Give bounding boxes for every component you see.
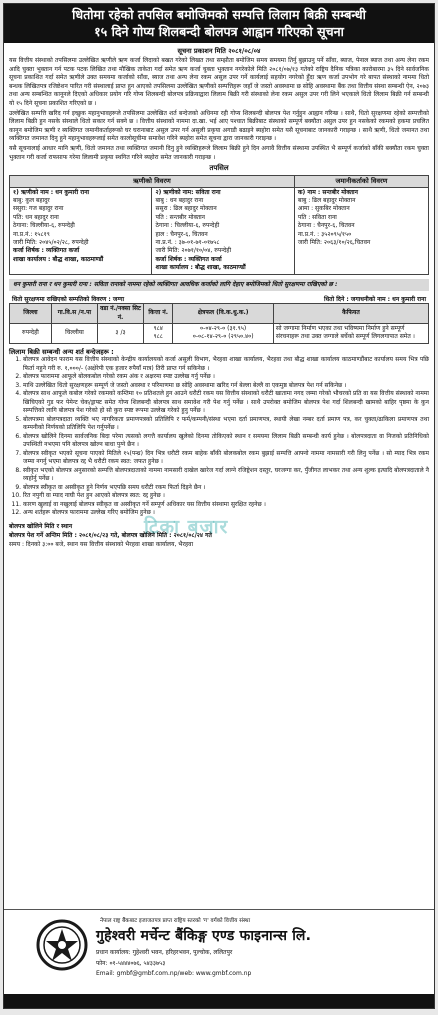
guarantor-line: बाबु : ढिल बहादुर मोक्तान — [297, 196, 356, 204]
property-header-ward: वडा नं./नक्सा सिट नं. — [97, 304, 143, 324]
property-row — [10, 324, 429, 344]
property-kitta: ९८४ ९८८ — [144, 324, 173, 344]
condition-item: 6. बोलपत्र खोलिने दिनमा सार्वजनिक बिदा परेमा त्यसको लगत्तै कार्यालय खुलेको दिनमा तोकिएको स्थान र समयमा लिलाम बिक्री सम्बन्धी कार्य हुनेछ । बोलपत्रदाता वा निजको प्रतिनिधिको उपस्थिती नभएमा पनि बोलपत्र खोल्न बाधा पुग्ने छैन । — [23, 433, 429, 450]
borrower-1-line: कर्जा शिर्षक : व्यक्तिगत कर्जा — [13, 247, 80, 255]
borrower-2-line: २) ऋणीको नाम: सविता राना — [155, 188, 221, 196]
property-table — [9, 303, 429, 344]
notice-page — [3, 3, 435, 1009]
footer — [4, 909, 434, 1008]
borrower-2-line: ठेगाना : चिल्लीया-६, रुपन्देही — [155, 222, 220, 230]
condition-item: 10. रित नपुगी वा म्याद नाघी पेश हुन आएको बोलपत्र स्वत: रद्द हुनेछ । — [23, 492, 429, 501]
guarantor-line: क) नाम : सन्तबीर मोक्तान — [297, 188, 358, 196]
notice-paragraph-1: यस वित्तीय संस्थाको तपसिलमा उल्लेखित ऋणीले ऋण कर्जा लिदाको बखत गरेको लिखत तथा सम्झौता बमोजिम समय समयमा तिर्नु बुझाउनु पर्ने साँवा, ब्याज, पेनाल ब्याज तथा अन्य लेना रकम आदि चुक्ता भुक्तान गर्न पटक पटक लिखित तथा मौखिक ताकेता गर्दा समेत ऋण कर्जा चुक्ता भुक्तान नगरेकोले मिति २०८१/०७/१३ गतेको राष्ट्रिय दैनिक पत्रिका कारोबारमा ३५ दिने सार्वजनिक सूचना प्रकाशित गर्दा समेत ऋणीले उक्त समयमा कर्जाको साँवा, ब्याज तथा अन्य लेना रकम असुल उपर गर्ने कार्यलाई सहयोग नगरेको हुँदा ऋण कर्जा उपभोग गरे बापत संस्थाको नाममा धितो बन्धक लिखितपत्र रजिष्टेशन पारित गरी संस्थालाई प्राप्त हुन आएको तपसिलमा उल्लेखित ऋणीको सम्पत्तिहरू जहाँ जे जस्तो अवस्थामा छ सोहि अवस्थामा बैंक तथा वित्तीय संस्था सम्बन्धी ऐन, २०७३ तथा अन्य सम्बन्धित कानूनले दिएको अधिकार प्रयोग गरि गोप्य शिलबन्दी बोलपत्र प्रक्रियाद्वारा लिलाम बिक्री गरी संस्थाको लेना रकम असुल उपर गरी लिने भएकाले धितो लिलाम बिक्री गर्न सम्बन्धी यो १५ दिने सूचना प्रकाशित गरिएको छ । — [9, 57, 429, 107]
guarantor-cell — [294, 187, 428, 274]
borrower-2-line: ना.प्र.नं. : ३७-०१-७१-०१७५८ — [155, 238, 220, 246]
guarantor-line: आमा : सुकबिर मोक्तान — [297, 205, 350, 213]
conditions-heading: लिलाम बिक्री सम्बन्धी अन्य शर्त बन्देजहरू : — [9, 347, 114, 356]
borrower-1-line: १) ऋणीको नाम : धन कुमारी राना — [13, 188, 90, 196]
notice-title-line2: १५ दिने गोप्य शिलबन्दी बोलपत्र आह्वान गरिएको सूचना — [94, 24, 344, 39]
property-ward: ३ /३ — [97, 324, 143, 344]
collateral-note: धन कुमारी राना र धन कुमारी राना : सविता रानाको नाममा रहेको व्यक्तिगत आवधिक कर्जाको लागि देहाए बमोजिमको धितो सुरक्षणमा राखिएको छ : — [9, 279, 429, 292]
footer-subtitle: नेपाल राष्ट्र बैंकबाट इजाजतपत्र प्राप्त राष्ट्रिय स्तरको 'ग' वर्गको वित्तीय संस्था — [100, 918, 251, 924]
borrower-1-line: जारी मिति: २०४५/०२/२८, रुपन्देही — [13, 238, 89, 246]
borrower-2-line: हाल : चैनपुर-६, चितवन — [155, 230, 208, 238]
notice-body — [4, 57, 434, 162]
guarantor-line: पति : सविता राना — [297, 213, 337, 221]
footer-bar — [4, 994, 434, 1008]
conditions-list — [9, 356, 429, 518]
notice-title — [4, 4, 434, 43]
borrower-2-line: पति : सन्तबीर मोक्तान — [155, 213, 205, 221]
borrower-2-cell — [152, 187, 294, 274]
company-address: प्रधान कार्यालय: गुहेश्वरी भवन, हरिहरभवन, पुल्चोक, ललितपुर — [96, 949, 233, 956]
property-labels — [4, 295, 434, 303]
notice-paragraph-3: यसै सूचनालाई आधार मानि ऋणी, धितो जमानत तथा व्यक्तिगत जमानी दिनु हुने व्यक्तिहरूले लिलाम बिक्री हुने दिन अगावै वित्तीय संस्थामा उपस्थित भै सम्पूर्ण कर्जाको बाँकी बक्यौता रकम चुक्ता भुक्तान गरी कर्जा राफसाफ गरेमा लिलामी प्रकृया स्थगित गरिने ब्यहोरा समेत जानकारी गराइन्छ । — [9, 144, 429, 161]
publication-date: सूचना प्रकाशन मिति २०८१/०८/०४ — [177, 47, 261, 55]
property-table-wrap — [4, 303, 434, 344]
borrower-1-cell — [10, 187, 152, 274]
condition-item: 3. माथि उल्लेखित धितो सुरक्षणहरू सम्पूर्ण जे जस्तो अवस्था र परिमाणमा छ सोहि अवस्थामा खरिद गर्न बेल्ला बेल्लै वा एकमुष्ठ बोलपत्र पेश गर्न सकिनेछ । — [23, 382, 429, 391]
borrower-2-line: कर्जा शिर्षक : व्यक्तिगत कर्जा — [155, 255, 222, 263]
bid-venue: समय : दिनको ३:०० बजे, स्थान यस वित्तीय संस्थाको भैरहवा शाखा कार्यालय, भैरहवा — [9, 540, 194, 548]
condition-item: 4. बोलपत्र साथ आफूले कबोल गरेको रकमको कम्तिमा १० प्रतिशतले हुन आउने धरौटी रकम यस वित्तीय संस्थाको धरौटी खातामा नगद जम्मा गरेको भौचरको प्रति वा यस वित्तीय संस्थाको नाममा खिचिएको गुड फर पेमेन्ट चेक/ड्राफ्ट समेत गोप्य शिलबन्दी बोलपत्र साथ समावेश गरी पेश गर्नु पर्नेछ । साथै उपरोक्त बमोजिम बोलपत्र पेश गर्दा शिलबन्दी खामको बाहिर पृष्ठमा के कुन सम्पत्तिको लागि बोलपत्र पेश गरेको हो सो कुरा स्पष्ट रूपमा उल्लेख गरेको हुनु पर्नेछ । — [23, 390, 429, 416]
guarantor-line: ना.प्र.नं. : ३५२०९५/१५० — [297, 230, 352, 238]
borrower-1-line: पति: धन बहादुर राना — [13, 213, 59, 221]
borrower-1-line: बाबु: कुल बहादुर — [13, 196, 50, 204]
guarantor-line: जारी मिति: २०६३/१०/२६,चितवन — [297, 238, 371, 246]
borrower-2-line: जारी मिति: २०७१/१०/०४, रुपन्देही — [155, 247, 232, 255]
condition-item: 12. अन्य शर्तहरू बोलपत्र फाराममा उल्लेख गरिए बमोजिम हुनेछ । — [23, 509, 429, 518]
watermark: टिका बजार — [144, 516, 229, 538]
property-header-kitta: कित्ता नं. — [144, 304, 173, 324]
bid-opening-heading: बोलपत्र खोलिने मिति र स्थान — [9, 522, 73, 530]
company-name: गुहेश्वरी मर्चेन्ट बैंकिङ्ग एण्ड फाइनान्स लि. — [96, 928, 312, 944]
condition-item: 11. कारण खुलाई वा नखुलाई बोलपत्र स्वीकृत वा अस्वीकृत गर्ने सम्पूर्ण अधिकार यस वित्तीय संस्थामा सुरक्षित रहनेछ । — [23, 501, 429, 510]
condition-item: 1. बोलपत्र आवेदन फाराम यस वित्तीय संस्थाको केन्द्रीय कार्यालयको कर्जा असुली विभाग, भैरहवा शाखा कार्यालय, भैरहवा तथा बौद्ध शाखा कार्यालय काठमाण्डौंबाट कार्यालय समय भित्र पछि फिर्ता नहुने गरी रु. १,०००/- (अक्षेरेपी एक हजार रुपैयाँ मात्र) तिरी प्राप्त गर्न सकिनेछ । — [23, 356, 429, 373]
conditions-section — [4, 348, 434, 518]
bid-deadline: बोलपत्र पेश गर्ने अन्तिम मिति : २०८१/०८/२३ गते, बोलपत्र खोलिने मिति : २०८१/०८/२४ गते — [9, 531, 212, 539]
condition-item: 5. बोलपत्रमा बोलपत्रदाता व्यक्ति भए नागरिकता प्रमाणपत्रको प्रतिलिपि र फर्म/कम्पनी/संस्था भएमा दर्ता प्रमाणपत्र, स्थायी लेखा नम्बर दर्ता प्रमाण पत्र, कर चुक्ता/ढाकिला प्रमाणपत्र तथा कम्पनीको निर्णयको प्रतिलिपि पेश गर्नुपर्नेछ । — [23, 416, 429, 433]
property-header-district: जिल्ला — [10, 304, 52, 324]
guarantor-header: जमानीकर्ताको विवरण — [294, 176, 428, 187]
property-right-label: धितो दिने : जगाधनीको नाम : धन कुमारी राना — [323, 296, 426, 304]
details-table-wrap — [4, 175, 434, 274]
notice-title-line1: धितोमा रहेको तपसिल बमोजिमको सम्पत्ति लिलाम बिक्री सम्बन्धी — [72, 7, 366, 22]
borrower-header: ऋणीको विवरण — [10, 176, 295, 187]
condition-item: 7. बोलपत्र स्वीकृत भएको सूचना पाएको मितिले १५(पन्ध्र) दिन भित्र धरौटी रकम बाहेक बाँकी बोलकबोल रकम बुझाई सम्पत्ति आफ्नो नाममा नामसारी गरी लिनु पर्नेछ । सो म्याद भित्र रकम जम्मा नगर्नु भएमा बोलपत्र रद्द भै धरौटी रकम स्वत: जफत हुनेछ । — [23, 450, 429, 467]
property-header-remarks: कैफियत — [273, 304, 428, 324]
condition-item: 9. बोलपत्र स्वीकृत वा अस्वीकृत हुने निर्णय भएपछि समय धरौटी रकम फिर्ता दिइने छैन । — [23, 484, 429, 493]
property-left-label: धितो सुरक्षणमा राखिएको सम्पतिको विवरण : जग्गा — [12, 296, 124, 304]
borrower-2-line: बाबु : धन बहादुर राना — [155, 196, 204, 204]
borrower-1-line: शाखा कार्यालय : बौद्ध शाखा, काठमाण्डौं — [13, 255, 104, 263]
property-header-vdc: गा.वि.स /न.पा — [51, 304, 97, 324]
borrower-1-line: ना.प्र.नं.: १५८१९ — [13, 230, 50, 238]
company-phone: फोन: ०१-५४४४०७६, ५४३३७५३ — [96, 960, 166, 967]
property-district: रुपन्देही — [10, 324, 52, 344]
borrower-1-line: ससुरा: गज बहादुर राना — [13, 205, 64, 213]
property-vdc: चिल्लीया — [51, 324, 97, 344]
borrower-2-line: शाखा कार्यालय : बौद्ध शाखा, काठमाण्डौं — [155, 264, 246, 272]
property-remarks: सो जग्गामा निर्माण भएका तथा भविष्यमा निर्माण हुने सम्पूर्ण संरचनाहरू तथा उक्त जग्गाले बर्चेको सम्पूर्ण लिगलगापात समेत । — [273, 324, 428, 344]
borrower-details-table — [9, 175, 429, 274]
company-web[interactable]: Email: gmbf@gmbf.com.np/web: www.gmbf.com.np — [96, 970, 252, 977]
notice-paragraph-2: उल्लेखित सम्पत्ति खरिद गर्न इच्छुक महानुभावहरूले तपसिलमा उल्लेखित शर्त बन्देजको अधिनमा रही गोप्य शिलबन्दी बोलपत्र पेश गर्नुहुन आह्वान गरिन्छ । साथै, धितो सुरक्षणमा रहेको सम्पत्तीको लिलाम बिक्री हुन नसके संस्थाले धितो सकार गर्न सक्ने छ । वित्तीय संस्थाको नाममा दा.खा. भई आए पश्चात बिक्रीबाट संस्थाको सम्पूर्ण बक्यौता असुल उपर हुन नसकेको रकमको हकमा प्रचलित कानून बमोजिम ऋणी र ब्यक्तिगत जमानीकर्ताहरूको घर घरानाबाट असुल उपर गर्न असुली प्रकृया अगाडी बढाइने ब्यहोरा समेत यसै सूचनाबाट जानकारी गराइन्छ । साथै ऋणी, धितो जमानत तथा व्यक्तिगत जमानत दिनु हुने महानुभावहरूलाई समेत कालोसूचीमा समावेश गरिने ब्यहोरा समेत सूचना द्वारा जानकारी गराइन्छ । — [9, 109, 429, 143]
property-area: ०-०४-२९-० (३१.९५) ०-०८-१४-२९-० (२९५०.४०) — [173, 324, 274, 344]
guarantor-line: ठेगाना : चैनपुर-६, चितवन — [297, 222, 355, 230]
company-logo-icon — [36, 919, 88, 971]
property-header-area: क्षेत्रफल (वि.क.धु.क.) — [173, 304, 274, 324]
tapsil-heading: तपसिल — [209, 164, 229, 173]
condition-item: 8. स्वीकृत भएको बोलपत्र अनुसारको सम्पत्ति बोलपत्रदाताको नाममा नामसारी दाखेल खारेज गर्दा लाग्ने रजिष्ट्रेशन दस्तुर, घरजग्गा कर, पुँजीगत लाभकर तथा अन्य शुल्क इत्यादि बोलपत्रदाताले नै व्यहोर्नु पर्नेछ । — [23, 467, 429, 484]
borrower-2-line: ससुरा : ढिल बहादुर मोक्तान — [155, 205, 217, 213]
borrower-1-line: ठेगाना: चिल्लीया-६, रुपन्देही — [13, 222, 75, 230]
condition-item: 2. बोलपत्र फाराममा आफूले बोलकबोल गरेको रकम अंक र अक्षरमा स्पष्ट उल्लेख गर्नु पर्नेछ । — [23, 373, 429, 382]
